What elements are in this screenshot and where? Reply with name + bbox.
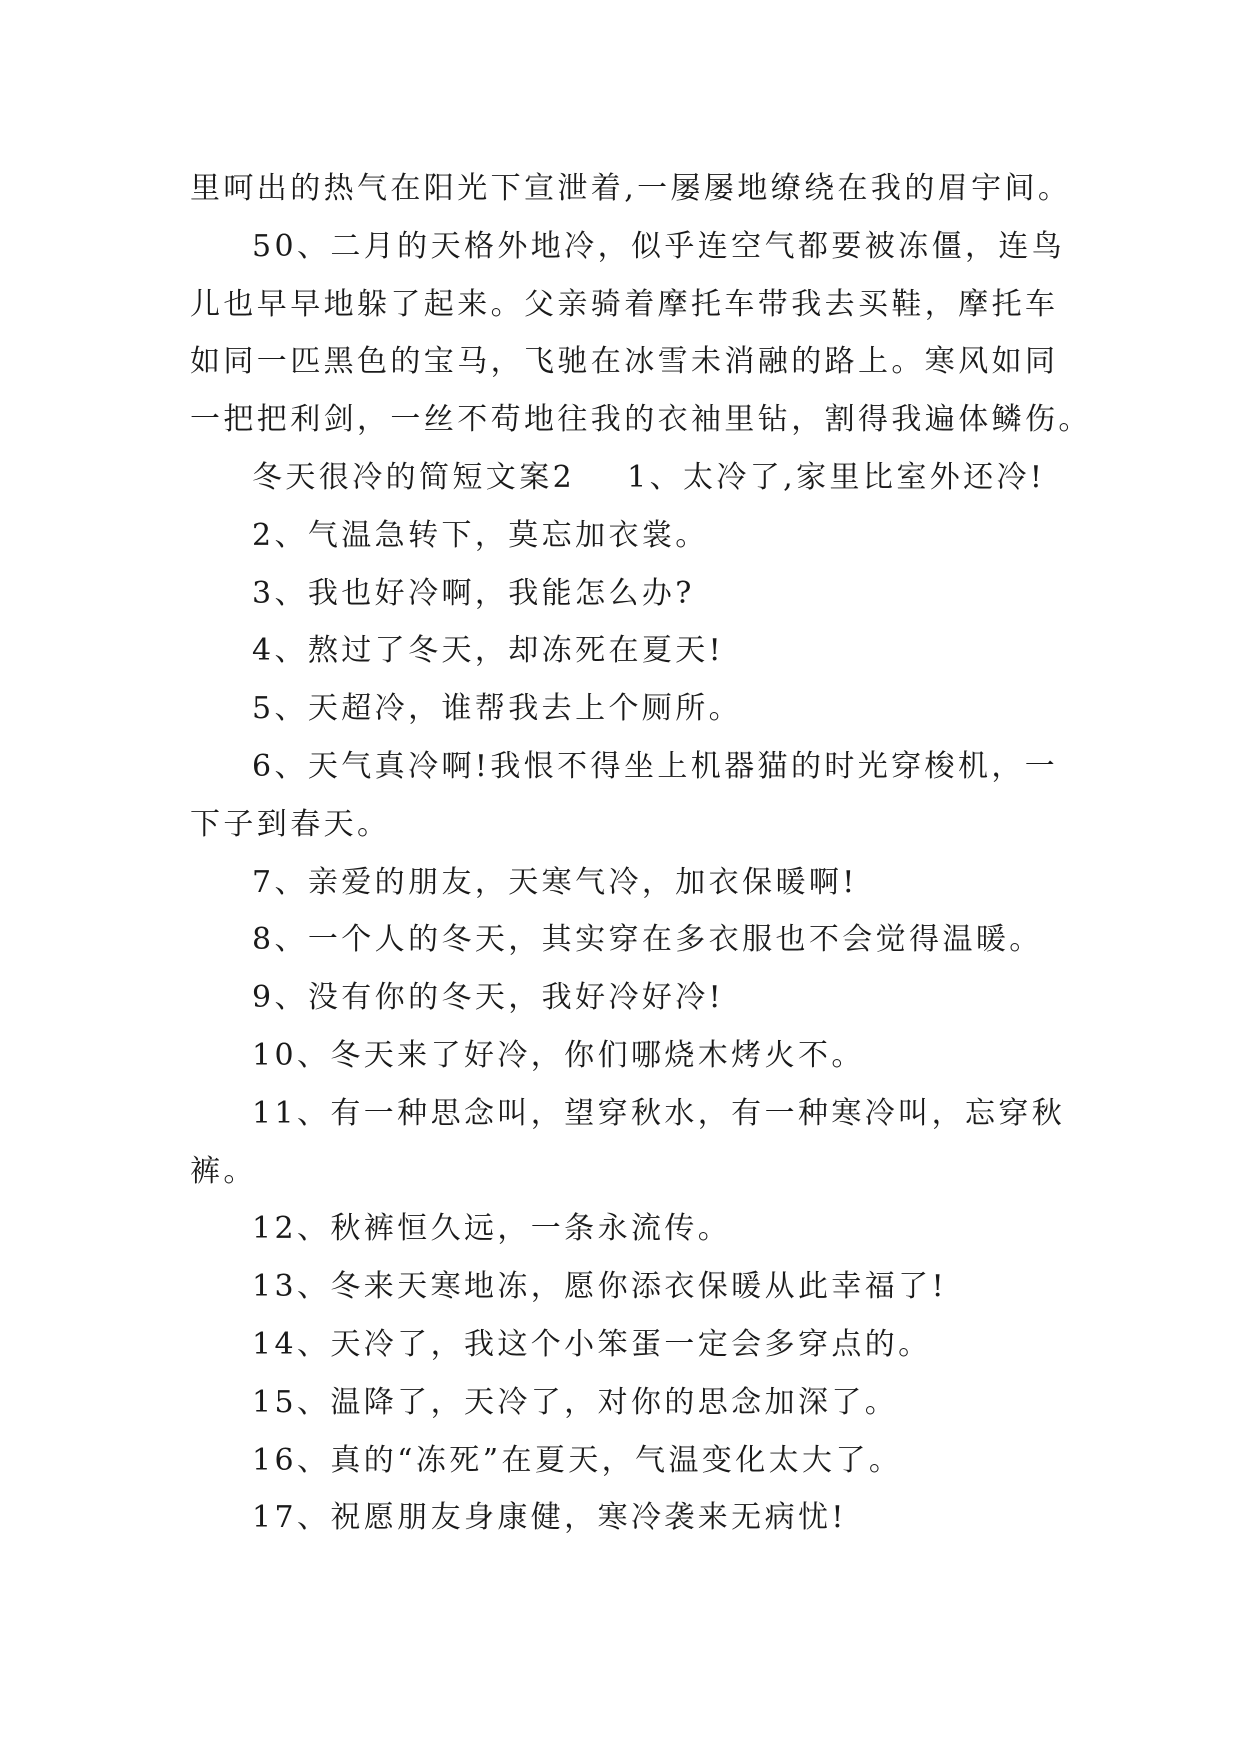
- list-item: 2、气温急转下，莫忘加衣裳。: [252, 517, 709, 553]
- list-item: 5、天超冷，谁帮我去上个厕所。: [252, 691, 743, 727]
- list-item: 4、熬过了冬天，却冻死在夏天!: [252, 633, 725, 669]
- list-item: 7、亲爱的朋友，天寒气冷，加衣保暖啊!: [252, 864, 858, 900]
- section-heading-line: [190, 449, 1070, 507]
- list-item: 6、天气真冷啊!我恨不得坐上机器猫的时光穿梭机，一: [252, 748, 1059, 784]
- list-item: 9、没有你的冬天，我好冷好冷!: [252, 980, 725, 1016]
- paragraph-line: 里呵出的热气在阳光下宣泄着,一屡屡地缭绕在我的眉宇间。: [190, 171, 1072, 206]
- document-body: [190, 160, 1092, 1547]
- list-item: 3、我也好冷啊，我能怎么办?: [252, 575, 695, 611]
- list-item: 8、一个人的冬天，其实穿在多衣服也不会觉得温暖。: [252, 922, 1043, 958]
- section-heading: 冬天很冷的简短文案2: [252, 459, 576, 495]
- list-item: 14、天冷了，我这个小笨蛋一定会多穿点的。: [252, 1326, 932, 1362]
- list-item: 17、祝愿朋友身康健，寒冷袭来无病忧!: [252, 1500, 847, 1536]
- list-item: 13、冬来天寒地冻，愿你添衣保暖从此幸福了!: [252, 1269, 948, 1305]
- list-item-continuation: 裤。: [190, 1153, 257, 1189]
- paragraph-line: 一把把利剑，一丝不苟地往我的衣袖里钻，割得我遍体鳞伤。: [190, 402, 1092, 438]
- list-item-continuation: 下子到春天。: [190, 806, 391, 842]
- paragraph-line: 50、二月的天格外地冷，似乎连空气都要被冻僵，连鸟: [252, 228, 1066, 264]
- list-item: 10、冬天来了好冷，你们哪烧木烤火不。: [252, 1037, 865, 1073]
- paragraph-line: 如同一匹黑色的宝马，飞驰在冰雪未消融的路上。寒风如同: [190, 344, 1059, 380]
- paragraph-line: 儿也早早地躲了起来。父亲骑着摩托车带我去买鞋，摩托车: [190, 286, 1059, 322]
- list-item: 11、有一种思念叫，望穿秋水，有一种寒冷叫，忘穿秋: [252, 1095, 1066, 1131]
- list-item: 12、秋裤恒久远，一条永流传。: [252, 1211, 732, 1247]
- list-item: 15、温降了，天冷了，对你的思念加深了。: [252, 1384, 899, 1420]
- section-first-item: 1、太冷了,家里比室外还冷!: [627, 459, 1046, 495]
- list-item: 16、真的“冻死”在夏天，气温变化太大了。: [252, 1442, 903, 1478]
